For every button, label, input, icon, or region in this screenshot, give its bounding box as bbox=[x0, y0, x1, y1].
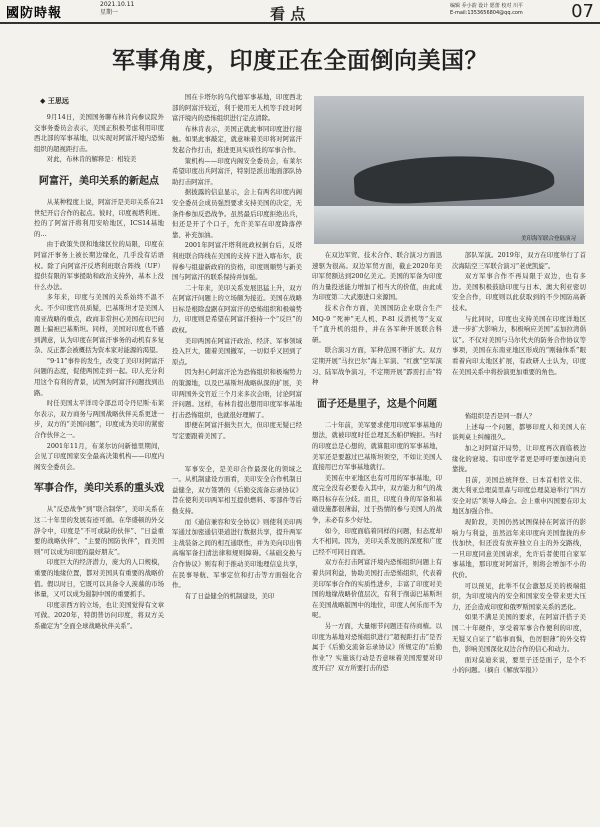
paragraph: 军事安全，是美印合作最深化的领域之一。从机制建设方面看，美印安全合作机制日益健全，双方签署的《后勤交流备忘录协议》旨在使利美印两军相互提供燃料、零部件等后勤支持。 bbox=[172, 464, 302, 515]
paragraph: 目前，美国总统拜登、日本首相菅义伟、澳大利亚总理莫里森与印度总理莫迪举行“四方安全对话”领导人峰会。会上重申四国要在印太地区加强合作。 bbox=[452, 475, 586, 516]
col3-body-b bbox=[312, 420, 442, 674]
newspaper-logo: 國防時報 bbox=[6, 6, 63, 21]
paragraph: 面对莫迪来说，要里子还是面子，是个不小的问题。（摘自《解放军报》） bbox=[452, 655, 586, 675]
col1-body bbox=[34, 197, 164, 472]
paragraph: 部队军演。2019年，双方在印度举行了首次海陆空三军联合演习“老虎凯旋”。 bbox=[452, 251, 586, 270]
paragraph: 时任美国太平洋司令部总司令丹尼斯·布莱尔表示，双方商务与两国战略伙伴关系更进一步，双方的“美国问题”，印度成为美印的紧密合作伙伴之一。 bbox=[34, 399, 164, 440]
paragraph: 多年来，印度与美国的关系始终不温不火。不少印度官员质疑，巴基斯坦才是美国人南亚战略的重点，政商非常担心美国在印巴问题上偏袒巴基斯坦。同样，美国对印度也不感到满意，认为印度在阿富汗事务的动机有多复杂、反正都会被概括为资本家对能源的渴望。 bbox=[34, 293, 164, 355]
paragraph: 二十年前，美军要求使用印度军事基地的想法，就被印度时任总理瓦杰帕伊婉拒。当时的印度总是心想的，就算阻印度的军事基地，美军还是要越过巴基斯坦领空，不如让美国人直接用巴方军事基地就行。 bbox=[312, 420, 442, 472]
paragraph: 因为担心阿富汗沦为恐怖组织和极端势力的策源地，以及巴基斯坦战略纵深的扩展，美印两国外交官近三个月来多次会晤，讨论阿富汗问题。这样，布林肯提出想用印度军事基地打击恐怖组织，也就很好理解了。 bbox=[172, 368, 302, 419]
col4-body bbox=[452, 250, 586, 377]
paragraph: 另一方面，大量细节问题还有待商榷。以印度为基地对恐怖组织进行“超视距打击”是否属于《后勤交流备忘录协议》所规定的“后勤作业”？实施该行动是否意味着美国需要对印度开启？双方所要打击的恐 bbox=[312, 622, 442, 673]
paragraph: 国在卡塔尔的乌代德军事基地，印度西北部的阿富汗较近，利于使用无人机等手段对阿富汗境内的恐怖组织进行定点清除。 bbox=[172, 93, 302, 123]
column-4 bbox=[452, 250, 586, 810]
paragraph: “9·11”事件的发生，改变了美印对阿富汗问题的态度，促使两国走到一起。印人充分利用这个有利的背景，试图为阿富汗问题找到出路。 bbox=[34, 356, 164, 397]
paragraph: 从“反恐战争”到“联合制华”，美印关系在这二十年里的发展有迹可循。在华盛顿的外交辞令中，印度是“不可或缺的伙伴”、“日益重要的战略伙伴”、“主要的国防伙伴”，而美国则“可以成为印度的最好朋友”。 bbox=[34, 505, 164, 556]
credits-line-2: E-mail:1353656804@qq.com bbox=[450, 10, 523, 16]
paragraph: 美国在中亚地区也有可用的军事基地，印度完全没有必要卷入其中，双方能力和气的战略目标存在分歧。而且，印度自身的军备和基础设施都很薄弱，过于热情的参与美国人的战争，未必有多少好处。 bbox=[312, 473, 442, 525]
paragraph: 双方在打击阿富汗境内恐怖组织问题上有着共同利益，协助美国打击恐怖组织，代表着美印军事合作的实质性进步，丰富了印度对美国的地缘战略价值层次，有利于削弱巴基斯坦在美国战略版图中的地位，印度人何乐而不为呢。 bbox=[312, 558, 442, 620]
paragraph: 印度亲西方的立场，也让美国觉得有文章可做。2020年，特朗普访问印度，将双方关系确定为“全面全球战略伙伴关系”。 bbox=[34, 600, 164, 630]
boat-silhouette bbox=[353, 151, 555, 206]
byline: ◆ 王思远 bbox=[40, 96, 69, 105]
paragraph: 策机构——印度内阁安全委员会，布莱尔希望印度出兵阿富汗，特别是派出地面部队协助打击阿富汗。 bbox=[172, 156, 302, 186]
paragraph: 加之对阿富汗局势，让印度再次面临极边缘化的窘境。有印度学者更是呼吁要加速向美靠拢。 bbox=[452, 443, 586, 474]
col3-body bbox=[312, 250, 442, 388]
column-1 bbox=[34, 112, 164, 812]
editor-credits bbox=[450, 3, 560, 17]
paragraph: 怖组织是否是同一群人？ bbox=[464, 412, 536, 421]
subhead-afghanistan: 阿富汗，美印关系的新起点 bbox=[39, 175, 159, 187]
paragraph: 上述每一个问题，都够印度人和美国人在谈判桌上纠缠很久。 bbox=[452, 422, 586, 442]
article-headline: 军事角度，印度正在全面倒向美国？ bbox=[112, 48, 488, 74]
paragraph: 美印两国在阿富汗政治、经济、军事领域投入巨大，随着美国撤军，一切似乎又回到了原点。 bbox=[172, 336, 302, 366]
subhead-face-or-substance: 面子还是里子，这是个问题 bbox=[317, 398, 437, 410]
subhead-military-cooperation: 军事合作，美印关系的重头戏 bbox=[34, 483, 164, 495]
paragraph: 而《通信兼容和安全协议》则使利美印两军通过加密通信渠道进行数据共享，提升两军主战装备之间的相互通联性，并为美向印出售高端军备扫清法律和规则障碍。《基础交换与合作协议》则有利于推动美印地理信息共享，在民事导航、军事定位和打击等方面强化合作。 bbox=[172, 517, 302, 590]
paragraph: 在双边军贸、技术合作、联合演习方面迅速驱为很高。双边军贸方面，截止2020年美印军贸额达到200亿美元。美国的军备为印度的力量投送能力增加了相当大的价值，由此成为印度第二大武器进口来源国。 bbox=[312, 251, 442, 302]
paragraph: 与此同时，印度也支持美国在印度洋地区进一步扩大影响力，积极响应美国“孟加拉湾倡议”。不仅对美国与马尔代夫的防务合作协议等事项，美国在东南亚地区形成的“刚轴体系”眼看着向印太地区扩展，有政研人士认为，印度在美国关系中将扮演更加重要的角色。 bbox=[452, 314, 586, 376]
issue-date bbox=[100, 1, 134, 17]
photo-caption: 美印海军联合登陆演习 bbox=[520, 236, 576, 242]
paragraph: 据披露的信息显示，会上有两名印度内阁安全委员会成员强烈要求支持美国的决定，无条件参加反恐战争。虽然最后印度拒绝出兵，但还是开了个口子，允许美军在印度降落停靠、补充加油。 bbox=[172, 188, 302, 239]
paragraph: 从某种程度上说，阿富汗是美印关系在21世纪开启合作的起点。彼时，印度视塔利班、控的了阿富汗将利用安哈地区，ICS14基地的… bbox=[34, 197, 164, 238]
paragraph: 二十年来，美印关系发展迅猛上升，双方在阿富汗问题上的立场颇为接近。美国在战略日标是根除盘踞在阿富汗的恐怖组织和极端势力，印度则是希望在阿富汗推持一个“反巨”的政权。 bbox=[172, 283, 302, 335]
paragraph: 如果不满足美国的要求，在阿富汗搭子美国二十年硬件，享受着军事合作便利的印度，无疑又自证了“临事而惧，色厉胆薄”的外交特色，影响美国深化双边合作的信心和动力。 bbox=[452, 613, 586, 654]
paragraph: 有了日益健全的机制建设，美印 bbox=[184, 591, 275, 600]
paragraph: 可以预见，此举不仅会激怒反美的极端组织，为印度境内的安全和国家安全带来更大压力，还会造成印度和俄罗斯国家关系的恶化。 bbox=[452, 581, 586, 611]
paragraph: 印度巨大的经济潜力，庞大的人口规模，重要的地缘位置，都对美国具有重要的战略价值。假以时日，它既可以具备令人羡慕的市场体量，又可以成为遏制中国的重要抓手。 bbox=[34, 558, 164, 599]
col1-intro bbox=[34, 112, 164, 165]
paragraph: 技术合作方面，美国国防企业联合生产 MQ-9 “死神”无人机、P-8I 反潜机等“支双千”直升机的组件，并在各军种开展联合科研。 bbox=[312, 303, 442, 344]
paragraph: 2001年阿富汗塔利班政权倒台后，反塔利班联合阵线在美国的支持下进入喀布尔，获得参与组建新政府的资格，印度则顺势与新美国与阿富汗的联系保持并加强。 bbox=[172, 241, 302, 282]
col2-body bbox=[172, 92, 302, 442]
article-photo bbox=[314, 96, 584, 244]
date-line-2: 星期一 bbox=[100, 9, 119, 16]
masthead bbox=[0, 0, 600, 24]
paragraph: 布林肯表示，美国正就此事同印度进行接触。如果此事敲定，就意味着美印将对阿富汗发起合作打击，推进更具实质性的军事合作。 bbox=[172, 124, 302, 154]
col2-body-b bbox=[172, 464, 302, 602]
paragraph: 双方军事合作不再局限于双边，也有多边。美国积极鼓励印度与日本、澳大利亚密切安全合作，印度则以此获取到的不少国防高新技术。 bbox=[452, 272, 586, 312]
paragraph: 9月14日，美国国务聊布林肯向参议院外交事务委员会表示，美国正积极考虑利用印度西北部的军事基地，以实现对阿富汗境内恐怖组织的超视距打击。 bbox=[34, 113, 164, 153]
paragraph: 2001年11月，布莱尔访问新德里期间，会见了印度国家安全最高决策机构——印度内阁安全委员会。 bbox=[34, 441, 164, 471]
section-title: 看 点 bbox=[270, 5, 306, 23]
paragraph: 现阶段，美国仍然试图保持在阿富汗的影响力与利益，虽然远年来印度向美国靠拢的步伐加快，但还没有放弃独立自主的外交路线，一旦印度同意美国请求，允许后者使用自家军事基地，那印度对阿富汗，则将会增加不小的代价。 bbox=[452, 518, 586, 580]
column-3 bbox=[312, 250, 442, 810]
credits-line-1: 编辑 乔小韵 设计 愿蕾 校对 川平 bbox=[450, 3, 523, 9]
paragraph: 如今，印度面临着同样的问题，但态度却大不相同。因为，美印关系发展的深度和广度已经不可同日而语。 bbox=[312, 526, 442, 556]
date-line-1: 2021.10.11 bbox=[100, 1, 135, 8]
paragraph: 联合演习方面，军种范围不断扩大。双方定期开展“马拉巴尔”海上军演、“红旗”空军演习、陆军战争演习，不定期开展“霹雳打击”特种 bbox=[312, 346, 442, 387]
paragraph: 由于政策失误和地缘区位的局限，印度在阿富汗事务上被长期边缘化，几乎没有话语权。除了向阿富汗反塔利班联合阵线（UF）提供有限的军事援助和政治支持外，基本上没什么办法。 bbox=[34, 240, 164, 291]
paragraph: 即便在阿富汗损失巨大，但印度无疑已经写定要跟着美国了。 bbox=[172, 421, 302, 440]
page-number: 07 bbox=[571, 1, 594, 22]
col1-body-c bbox=[34, 504, 164, 631]
col4-body-b bbox=[452, 411, 586, 676]
paragraph: 对此，布林肯的解释是：相较美 bbox=[46, 155, 137, 164]
column-2 bbox=[172, 92, 302, 812]
